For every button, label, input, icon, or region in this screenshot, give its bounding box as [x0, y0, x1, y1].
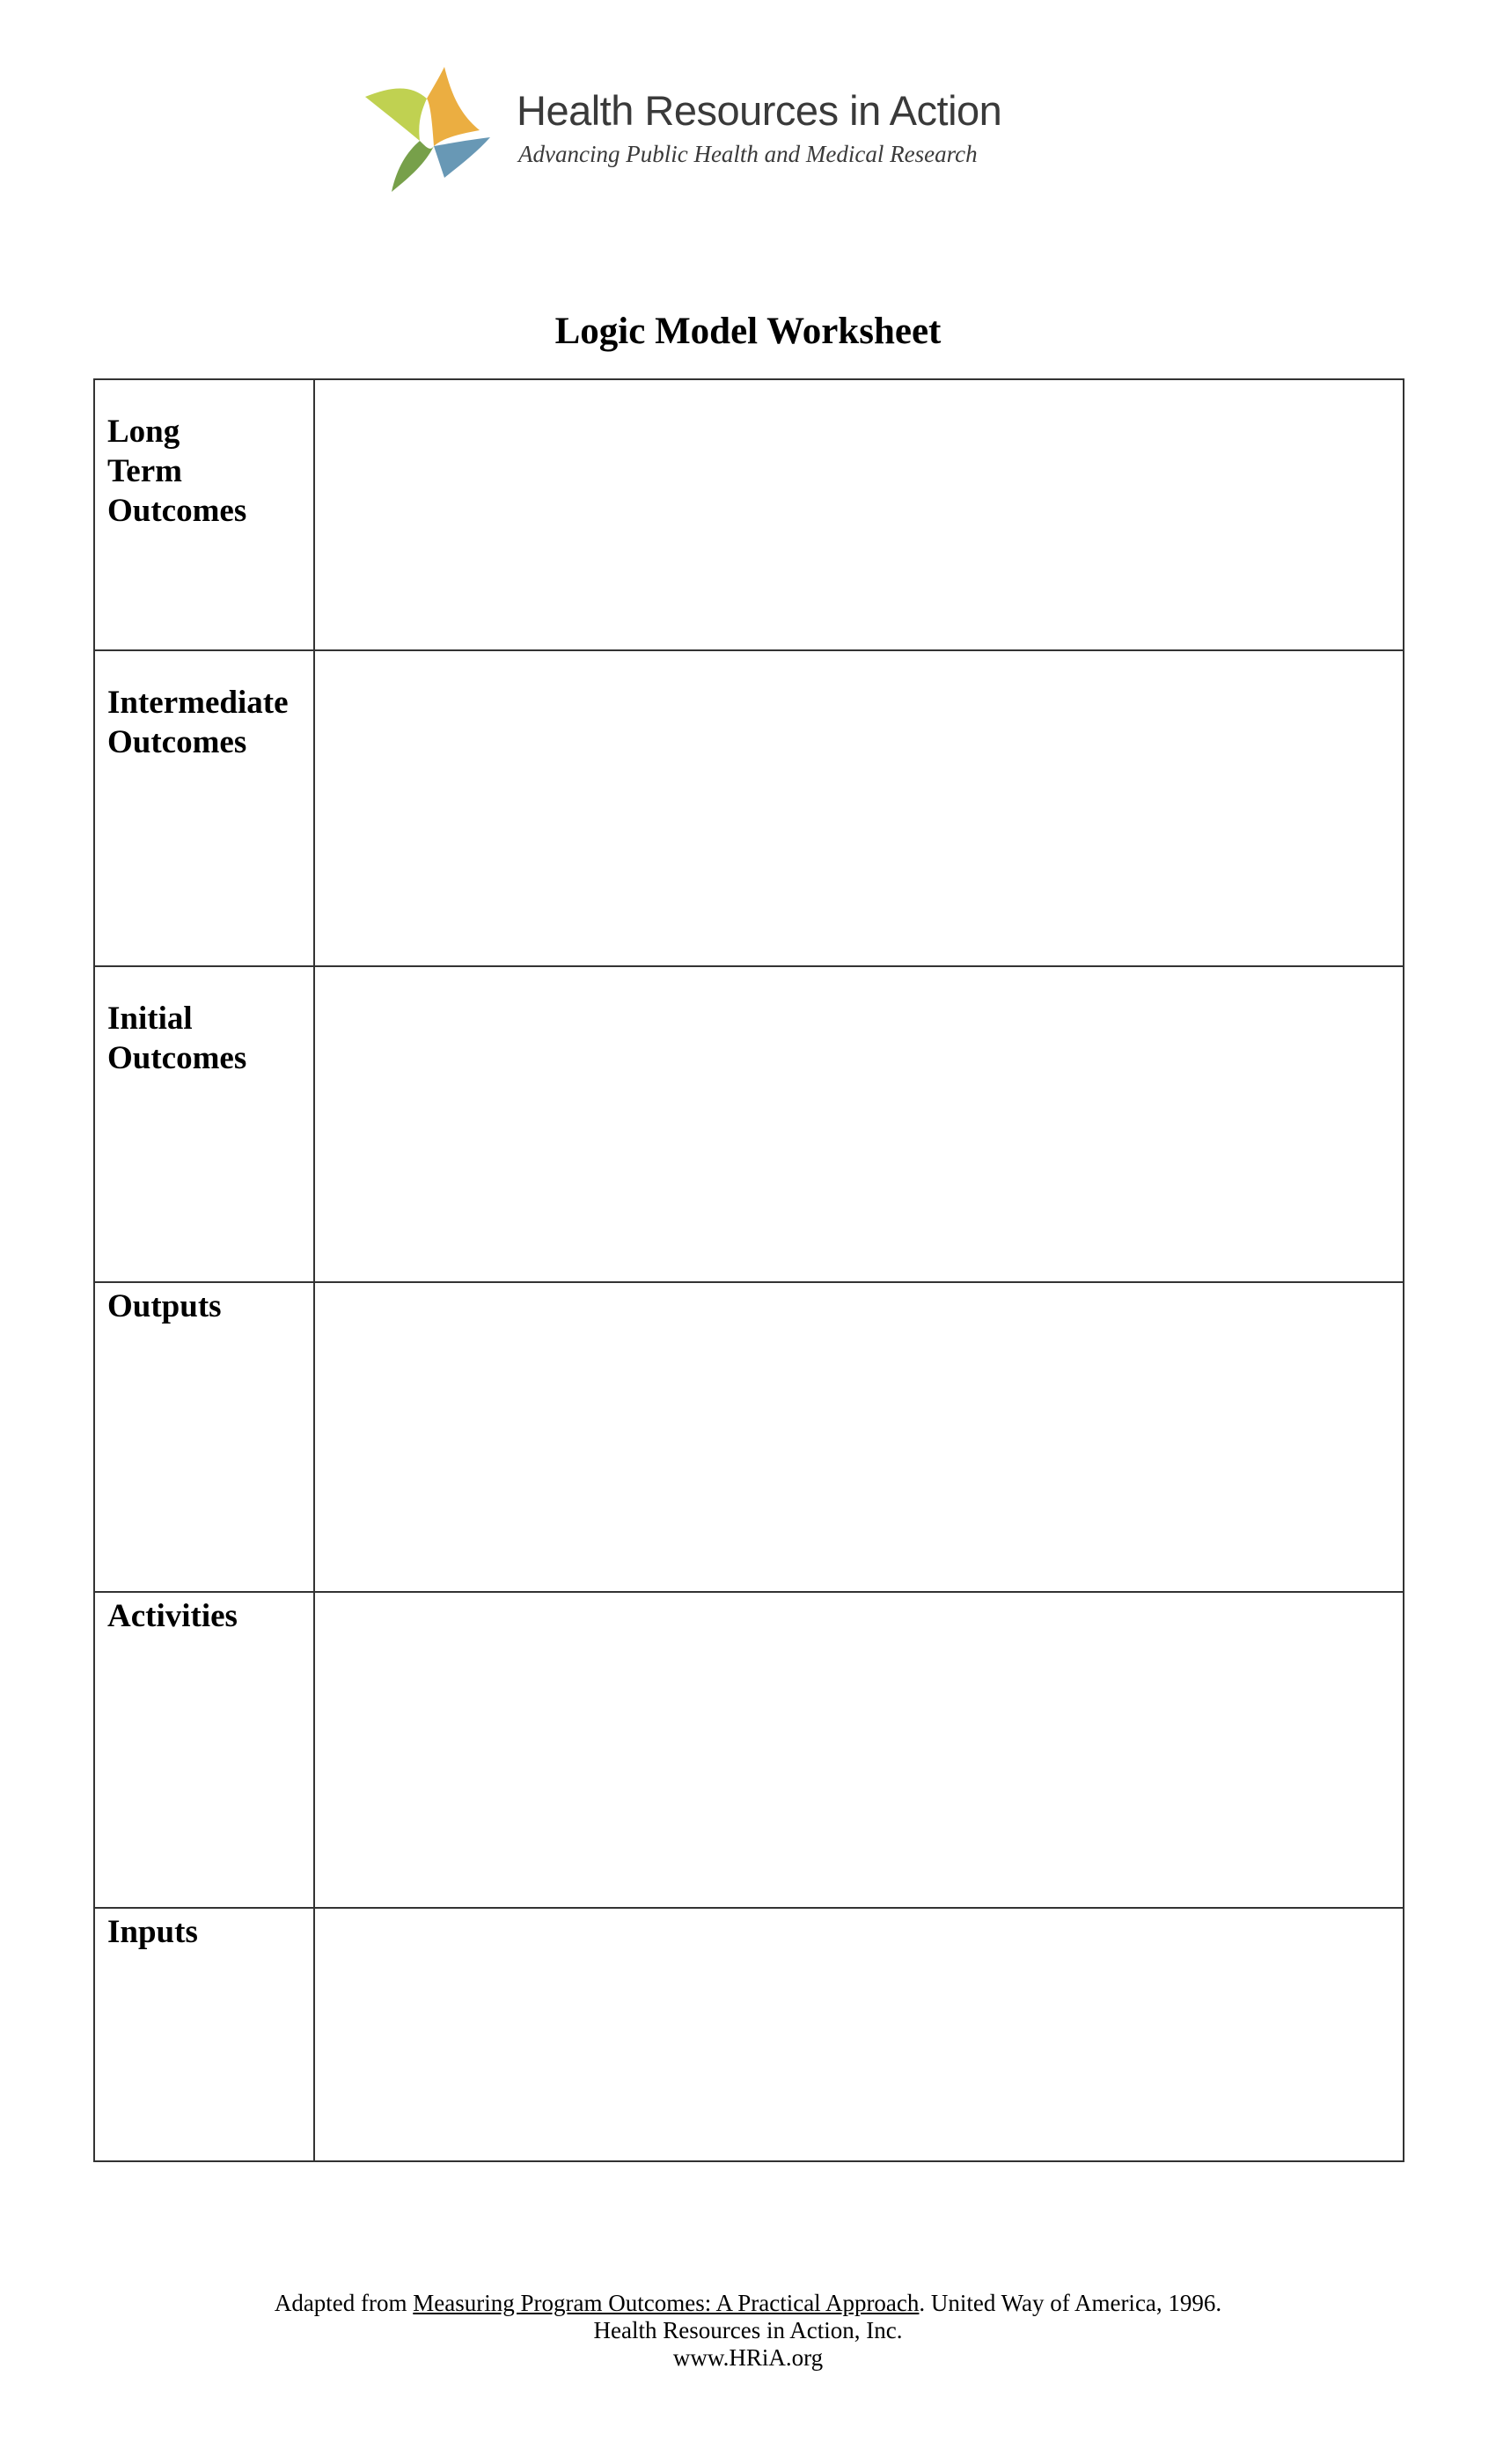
entry-cell-intermediate-outcomes[interactable] — [314, 650, 1404, 966]
row-intermediate-outcomes — [94, 650, 1404, 966]
logic-model-table — [93, 378, 1404, 2162]
logo-petal-bottom-left — [392, 141, 434, 192]
citation-suffix: . United Way of America, 1996. — [919, 2290, 1222, 2316]
row-label-cell — [94, 1908, 314, 2161]
entry-cell-initial-outcomes[interactable] — [314, 966, 1404, 1282]
row-inputs — [94, 1908, 1404, 2161]
row-label-cell — [94, 379, 314, 650]
logo-petal-top-right — [427, 67, 480, 146]
logo-petal-bottom-right — [434, 137, 490, 178]
star-logo-icon — [356, 60, 497, 201]
page-title: Logic Model Worksheet — [554, 311, 942, 352]
row-long-term-outcomes — [94, 379, 1404, 650]
row-label-cell — [94, 966, 314, 1282]
citation-source-title: Measuring Program Outcomes: A Practical Approach — [413, 2290, 920, 2316]
row-label: Activities — [107, 1598, 238, 1634]
row-label: Intermediate Outcomes — [107, 685, 289, 760]
organization-logo — [356, 60, 1025, 201]
row-label: Initial Outcomes — [107, 1001, 247, 1076]
row-label-cell — [94, 650, 314, 966]
row-label: Outputs — [107, 1288, 222, 1324]
entry-cell-activities[interactable] — [314, 1592, 1404, 1908]
entry-cell-outputs[interactable] — [314, 1282, 1404, 1592]
organization-tagline: Advancing Public Health and Medical Research — [518, 141, 978, 167]
logo-petal-top-left — [365, 89, 427, 142]
source-citation — [0, 2290, 1496, 2317]
row-activities — [94, 1592, 1404, 1908]
row-label-cell — [94, 1282, 314, 1592]
row-initial-outcomes — [94, 966, 1404, 1282]
row-outputs — [94, 1282, 1404, 1592]
footer — [0, 2290, 1496, 2372]
organization-name: Health Resources in Action — [517, 87, 1002, 134]
row-label: Inputs — [107, 1914, 198, 1950]
citation-prefix: Adapted from — [274, 2290, 414, 2316]
footer-organization: Health Resources in Action, Inc. — [593, 2317, 903, 2343]
row-label: Long Term Outcomes — [107, 414, 247, 529]
footer-website: www.HRiA.org — [672, 2344, 824, 2371]
row-label-cell — [94, 1592, 314, 1908]
entry-cell-long-term-outcomes[interactable] — [314, 379, 1404, 650]
entry-cell-inputs[interactable] — [314, 1908, 1404, 2161]
